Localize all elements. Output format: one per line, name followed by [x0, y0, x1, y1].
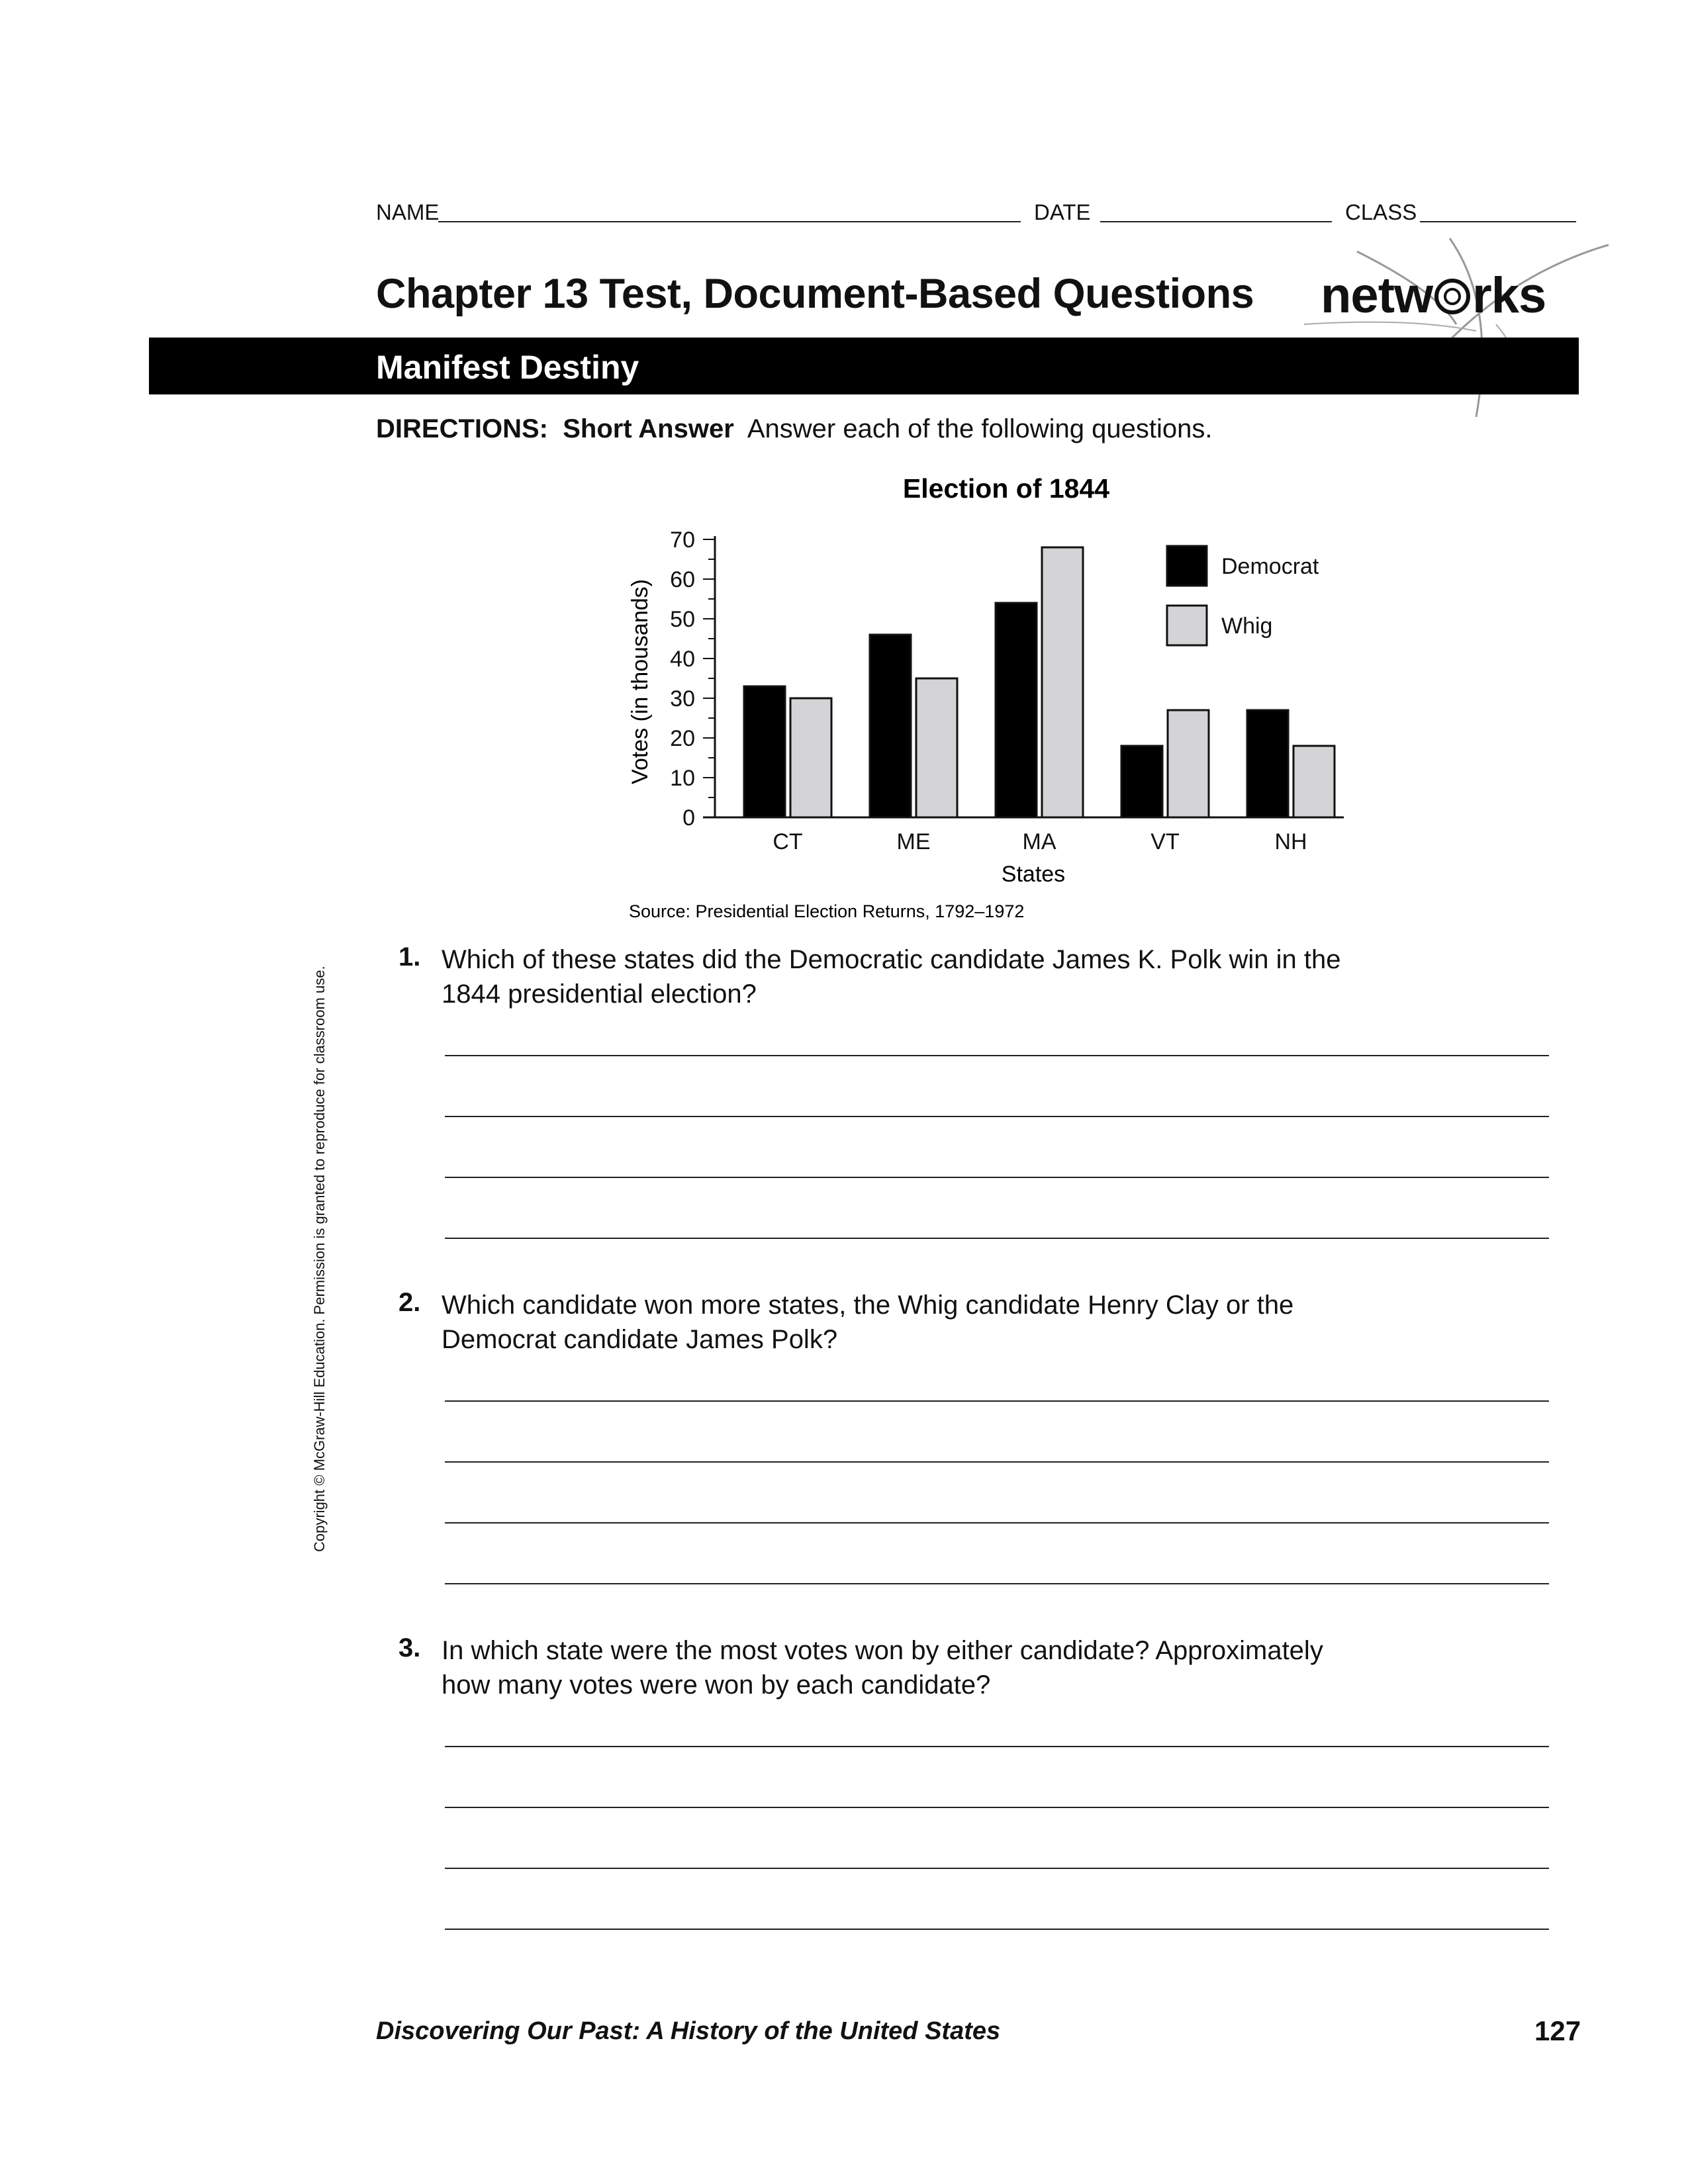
y-axis-label: Votes (in thousands): [628, 579, 653, 784]
y-tick-label: 70: [670, 527, 695, 553]
x-tick-label-vt: VT: [1150, 829, 1180, 854]
question-text: 1844 presidential election?: [442, 979, 757, 1009]
answer-line[interactable]: [445, 1055, 1549, 1056]
legend-swatch-whig: [1167, 606, 1207, 645]
name-label: NAME: [376, 200, 440, 224]
y-tick-label: 30: [670, 686, 695, 711]
target-icon: [1432, 267, 1472, 324]
answer-line[interactable]: [445, 1583, 1549, 1584]
date-label: DATE: [1034, 200, 1091, 224]
bar-democrat-me: [870, 635, 911, 817]
copyright-notice: Copyright © McGraw-Hill Education. Permission is granted to reproduce for classroom use.: [311, 966, 328, 1552]
bar-whig-nh: [1293, 746, 1335, 817]
bar-democrat-vt: [1121, 746, 1162, 817]
legend-swatch-democrat: [1167, 546, 1207, 586]
answer-line[interactable]: [445, 1746, 1549, 1747]
directions-text: Answer each of the following questions.: [747, 414, 1213, 443]
answer-line[interactable]: [445, 1807, 1549, 1808]
x-tick-label-ma: MA: [1022, 829, 1056, 854]
directions: [376, 414, 1212, 444]
x-tick-label-nh: NH: [1274, 829, 1307, 854]
y-tick-label: 0: [682, 805, 695, 831]
x-tick-label-me: ME: [896, 829, 931, 854]
question-number: 1.: [399, 942, 421, 972]
answer-line[interactable]: [445, 1522, 1549, 1524]
y-tick-label: 60: [670, 567, 695, 592]
answer-line[interactable]: [445, 1400, 1549, 1402]
legend-label-democrat: Democrat: [1221, 554, 1319, 579]
page-title: Chapter 13 Test, Document-Based Questions: [376, 271, 1254, 317]
bar-whig-ma: [1042, 547, 1083, 817]
y-tick-label: 50: [670, 607, 695, 632]
section-title: Manifest Destiny: [376, 349, 639, 386]
answer-line[interactable]: [445, 1868, 1549, 1869]
chart-title: Election of 1844: [902, 473, 1110, 504]
bar-whig-ct: [790, 698, 831, 817]
directions-label: DIRECTIONS:: [376, 414, 548, 443]
footer-book-title: Discovering Our Past: A History of the United States: [376, 2017, 1001, 2045]
answer-line[interactable]: [445, 1116, 1549, 1117]
section-band: [149, 338, 1579, 394]
question-text: Democrat candidate James Polk?: [442, 1325, 838, 1354]
name-field[interactable]: [438, 221, 1021, 222]
networks-logo: netw rks: [1321, 267, 1546, 324]
question-number: 2.: [399, 1288, 421, 1317]
bar-democrat-ma: [996, 603, 1037, 817]
y-tick-label: 10: [670, 766, 695, 791]
class-field[interactable]: [1420, 221, 1576, 222]
x-tick-label-ct: CT: [773, 829, 803, 854]
question-text: Which of these states did the Democratic candidate James K. Polk win in the: [442, 945, 1341, 974]
answer-line[interactable]: [445, 1461, 1549, 1463]
y-tick-label: 20: [670, 726, 695, 751]
question-number: 3.: [399, 1633, 421, 1662]
chart-source: Source: Presidential Election Returns, 1792–1972: [629, 901, 1025, 921]
question-text: Which candidate won more states, the Whig candidate Henry Clay or the: [442, 1291, 1294, 1320]
question-text: how many votes were won by each candidate?: [442, 1670, 991, 1700]
x-axis-label: States: [1001, 862, 1066, 887]
legend-label-whig: Whig: [1221, 614, 1273, 639]
y-tick-label: 40: [670, 647, 695, 672]
bar-democrat-nh: [1247, 710, 1288, 817]
answer-line[interactable]: [445, 1238, 1549, 1239]
bar-whig-me: [916, 678, 957, 817]
bar-whig-vt: [1168, 710, 1209, 817]
answer-line[interactable]: [445, 1177, 1549, 1178]
class-label: CLASS: [1345, 200, 1417, 224]
bar-democrat-ct: [744, 686, 785, 817]
date-field[interactable]: [1100, 221, 1332, 222]
directions-type: Short Answer: [563, 414, 734, 443]
page-number: 127: [1534, 2015, 1581, 2046]
question-text: In which state were the most votes won by either candidate? Approximately: [442, 1636, 1323, 1665]
election-chart: [596, 463, 1423, 940]
answer-line[interactable]: [445, 1929, 1549, 1930]
